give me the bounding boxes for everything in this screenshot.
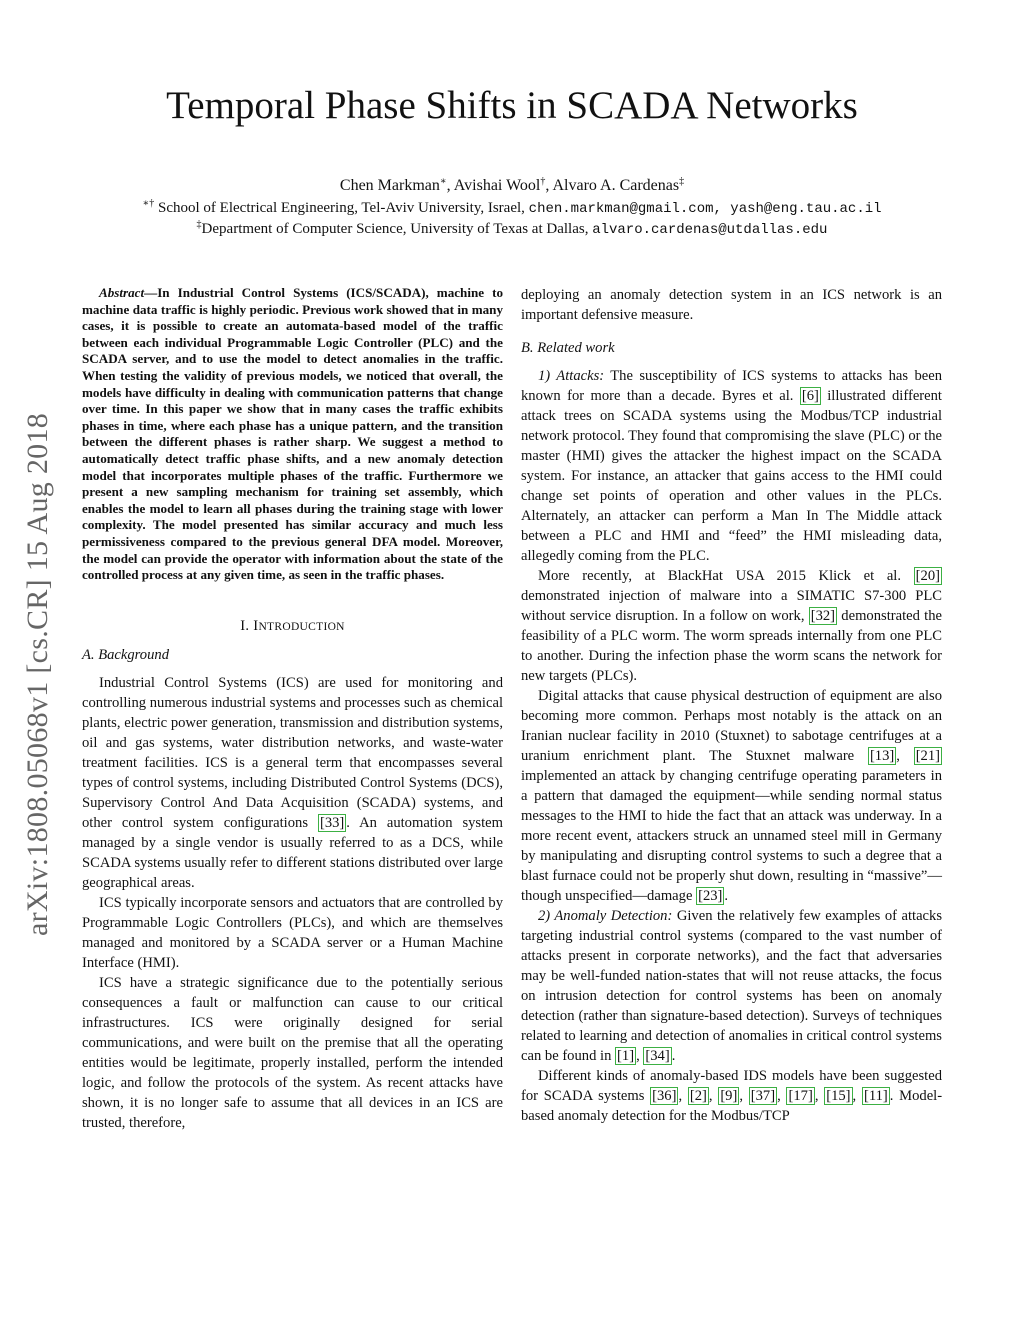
abstract — [82, 285, 503, 584]
paragraph-attacks-1 — [521, 366, 942, 566]
author-3-mark: ‡ — [679, 176, 685, 187]
author-1: Chen Markman — [339, 177, 440, 194]
citation-link[interactable]: [11] — [863, 1088, 888, 1104]
right-column — [521, 285, 942, 1126]
abstract-dash: — — [144, 285, 158, 300]
affiliation-2-text: Department of Computer Science, University of Texas at Dallas, — [201, 221, 593, 237]
text-run: , — [814, 1088, 825, 1104]
subsection-heading-related-work: B. Related work — [521, 340, 615, 356]
section-number: I. — [240, 617, 254, 634]
citation-link[interactable]: [9] — [720, 1088, 738, 1104]
author-2-mark: † — [540, 176, 546, 187]
paragraph-attacks-2 — [521, 566, 942, 686]
text-run: , — [678, 1088, 688, 1104]
paragraph-attacks-3 — [521, 686, 942, 906]
section-initial: I — [253, 617, 259, 634]
text-run: Different kinds of anomaly-based IDS models have been suggested for SCADA systems — [521, 1068, 942, 1104]
author-2: , Avishai Wool — [446, 177, 541, 194]
affiliation-1-text: School of Electrical Engineering, Tel-Aviv University, Israel, — [154, 200, 529, 216]
text-run: Industrial Control Systems (ICS) are used for monitoring and controlling numerous industrial systems and processes such as chemical plants, electric power generation, transmission and distribution systems, oil and gas systems, water distribution networks, and waste-water treatment facilities. ICS is a general term that encompasses several types of control systems, including Distributed Control Systems (DCS), Supervisory Control And Data Acquisition (SCADA) systems, and other control system configurations — [82, 674, 503, 831]
citation-link[interactable]: [37] — [750, 1088, 776, 1104]
affiliation-2-mark: ‡ — [196, 219, 202, 230]
text-run: , — [708, 1088, 719, 1104]
affiliation-2-email: alvaro.cardenas@utdallas.edu — [592, 222, 828, 238]
citation-link[interactable]: [23] — [698, 888, 723, 904]
citation-link[interactable]: [1] — [617, 1048, 635, 1064]
paragraph-anomaly-2 — [521, 1066, 942, 1126]
citation-link[interactable]: [32] — [810, 608, 836, 624]
paragraph-background-3: ICS have a strategic significance due to the potentially serious consequences a fault or malfunction can cause to our critical infrastructures. ICS were originally designed for serial communications, and were built on the premise that all the operating entities would be legitimate, properly installed, perform the intended logic, and follow the protocols of the system. As recent attacks have shown, it is no longer safe to assume that all devices in an ICS are trusted, therefore, — [82, 974, 503, 1131]
affiliation-1 — [0, 198, 1024, 219]
text-run: . An automation system managed by a single vendor is usually referred to as a DCS, while SCADA systems usually refer to different stations distributed over large geographical areas. — [82, 814, 503, 891]
affiliation-1-emails: chen.markman@gmail.com, yash@eng.tau.ac.il — [528, 201, 882, 217]
author-1-mark: ∗ — [439, 176, 447, 187]
text-run: . Model-based anomaly detection for the Modbus/TCP — [521, 1088, 943, 1124]
citation-link[interactable]: [20] — [915, 568, 940, 584]
abstract-text: In Industrial Control Systems (ICS/SCADA), machine to machine data traffic is highly periodic. Previous work showed that in many cases, it is possible to create an automata-based model of the traffic between each individual Programmable Logic Controller (PLC) and the SCADA server, and to use the model to detect anomalies in the traffic. When testing the validity of previous models, we noticed that overall, the models have difficulty in dealing with communication patterns that change over time. In this paper we show that in many cases the traffic exhibits phases in time, where each phase has a unique pattern, and the transition between the different phases is rather sharp. We suggest a method to automatically detect traffic phase shifts, and a new anomaly detection model that incorporates multiple phases of the traffic. Furthermore we present a new sampling mechanism for training set assembly, which enables the model to learn all phases during the training stage with lower complexity. The model presented has similar accuracy and much less permissiveness compared to the previous general DFA model. Moreover, the model can provide the operator with information about the state of the controlled process at any given time, as seen in the traffic phases. — [82, 285, 503, 583]
text-run: Given the relatively few examples of attacks targeting industrial control systems (compared to the vast number of attacks present in corporate networks), and the fact that adversaries may be well-funded nation-states that will not reuse attacks, the focus on intrusion detection for control systems has been on anomaly detection (rather than signature-based detection). Surveys of techniques related to learning and detection of anomalies in critical control systems can be found in — [521, 908, 943, 1064]
paragraph-background-2: ICS typically incorporate sensors and actuators that are controlled by Programmable Logic Controllers (PLCs), and which are themselves managed and monitored by a SCADA server or a Human Machine Interface (HMI). — [82, 894, 503, 971]
citation-link[interactable]: [21] — [915, 748, 941, 764]
text-run: , — [739, 1088, 749, 1104]
subsection-heading-background: A. Background — [82, 646, 169, 663]
abstract-label: Abstract — [99, 285, 145, 300]
citation-link[interactable]: [2] — [689, 1088, 707, 1104]
text-run: . — [724, 888, 729, 904]
text-run: , — [852, 1088, 862, 1104]
paragraph-background-1 — [82, 673, 503, 893]
citation-link[interactable]: [17] — [788, 1088, 813, 1104]
paragraph-continuation: deploying an anomaly detection system in an ICS network is an important defensive measure. — [521, 287, 942, 323]
paragraph-head-anomaly: 2) Anomaly Detection: — [538, 908, 673, 924]
text-run: , — [777, 1088, 787, 1104]
citation-link[interactable]: [33] — [319, 814, 345, 831]
citation-link[interactable]: [6] — [801, 388, 819, 404]
text-run: . — [671, 1048, 676, 1064]
arxiv-sidebar-id: arXiv:1808.05068v1 [cs.CR] 15 Aug 2018 — [21, 412, 54, 936]
text-run: , — [896, 748, 914, 764]
text-run: demonstrated the feasibility of a PLC worm. The worm spreads internally from one PLC to another. During the infection phase the worm scans the network for new targets (PLCs). — [521, 608, 942, 684]
text-run: More recently, at BlackHat USA 2015 Klick et al. — [538, 568, 914, 584]
citation-link[interactable]: [13] — [869, 748, 895, 764]
citation-link[interactable]: [34] — [645, 1048, 670, 1064]
section-heading-introduction — [82, 616, 503, 637]
author-3: , Alvaro A. Cardenas — [545, 177, 680, 194]
paragraph-head-attacks: 1) Attacks: — [538, 368, 605, 384]
section-rest: NTRODUCTION — [258, 620, 345, 633]
text-run: illustrated different attack trees on SCADA systems using the Modbus/TCP industrial network protocol. They found that compromising the slave (PLC) or the master (HMI) gives the attacker the highest impact on the SCADA system. For instance, an attacker that gains access to the HMI could change set points of operation and other values in the PLCs. Alternately, an attacker can perform a Man In The Middle attack between a PLC and HMI and “feed” the HMI misleading data, allegedly coming from the PLC. — [521, 388, 942, 564]
text-run: implemented an attack by changing centrifuge operating parameters in a pattern that damaged the equipment—while sending normal status messages to the HMI to hide the fact that an attack was underway. In a more recent event, attackers struck an unnamed steel mill in Germany by manipulating and disrupting control systems to such a degree that a blast furnace could not be properly shut down, resulting in “massive”—though unspecified—damage — [521, 768, 942, 904]
text-run: Digital attacks that cause physical destruction of equipment are also becoming more common. Perhaps most notably is the attack on an Iranian nuclear facility in 2010 (Stuxnet) to sabotage centrifuges at a uranium enrichment plant. The Stuxnet malware — [521, 688, 942, 764]
text-run: The susceptibility of ICS systems to attacks has been known for more than a decade. Byres et al. — [521, 368, 943, 404]
left-column — [82, 285, 503, 1133]
author-list — [0, 176, 1024, 196]
citation-link[interactable]: [36] — [652, 1088, 677, 1104]
paragraph-anomaly-1 — [521, 906, 942, 1066]
text-run: demonstrated injection of malware into a SIMATIC S7-300 PLC without service disruption. In a follow on work, — [521, 588, 942, 624]
affiliation-2 — [0, 219, 1024, 240]
text-run: , — [636, 1048, 644, 1064]
citation-link[interactable]: [15] — [826, 1088, 851, 1104]
affiliation-1-marks: ∗† — [142, 198, 155, 209]
paper-title: Temporal Phase Shifts in SCADA Networks — [166, 84, 858, 127]
